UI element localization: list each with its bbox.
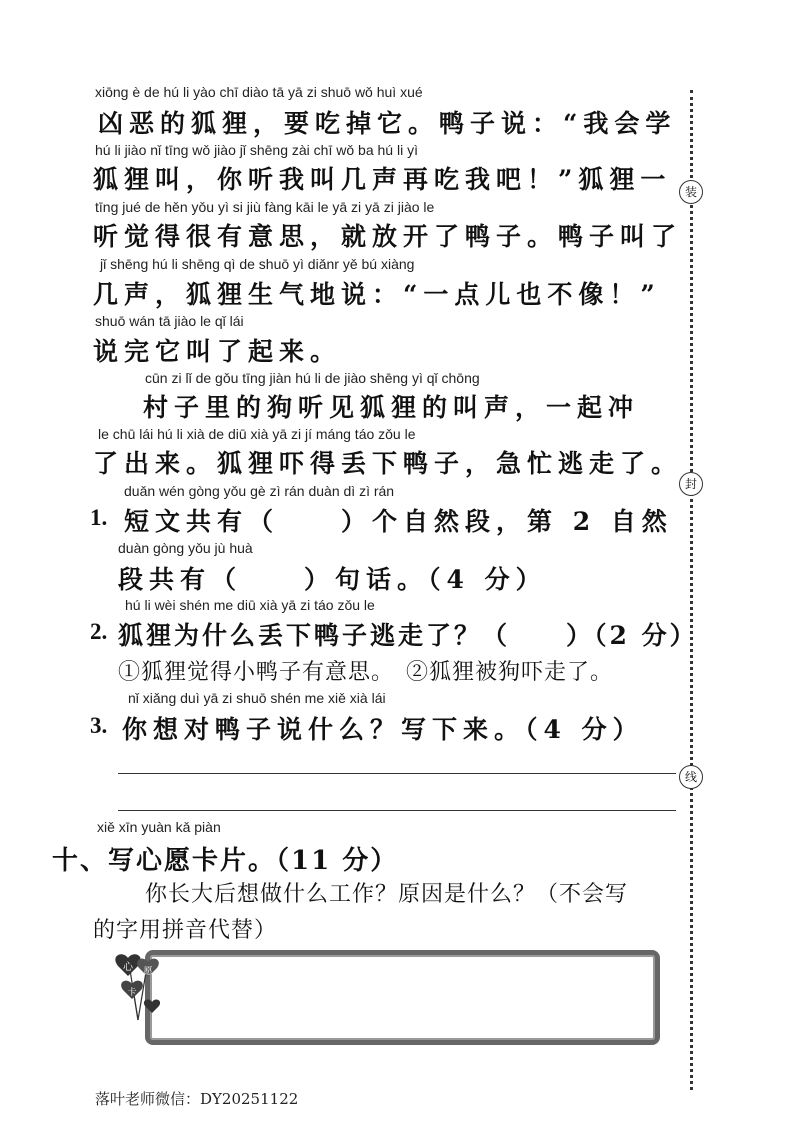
pinyin-line-4: jǐ shēng hú li shēng qì de shuō yì diǎnr yě bú xiàng [100,256,415,272]
q2-text: 狐狸为什么丢下鸭子逃走了？（ ）（2 分） [118,621,698,650]
answer-line-1[interactable] [118,773,676,774]
passage-line-2: 狐狸叫，你听我叫几声再吃我吧！”狐狸一 [93,165,672,194]
q2-options: ①狐狸觉得小鸭子有意思。 ②狐狸被狗吓走了。 [118,660,614,685]
passage-line-4: 几声，狐狸生气地说：“一点儿也不像！” [93,280,661,309]
section10-title-pinyin: xiě xīn yuàn kǎ piàn [97,819,221,835]
pinyin-line-5: shuō wán tā jiào le qǐ lái [95,313,244,329]
q1-text: 短文共有（ ）个自然段，第 2 自然 [124,507,673,536]
card-char-2: 愿 [143,967,153,977]
section10-prompt-line-2: 的字用拼音代替） [93,918,278,943]
pinyin-line-1: xiōng è de hú li yào chī diào tā yā zi shuō wǒ huì xué [95,84,423,100]
passage-line-7: 了出来。狐狸吓得丢下鸭子，急忙逃走了。 [93,449,683,478]
card-char-3: 卡 [127,988,137,998]
pinyin-line-3: tīng jué de hěn yǒu yì si jiù fàng kāi le yā zi yā zi jiào le [95,199,435,215]
card-char-1: 心 [123,962,133,973]
passage-line-3: 听觉得很有意思，就放开了鸭子。鸭子叫了 [93,222,683,251]
pinyin-line-7: le chū lái hú li xià de diū xià yā zi jí máng táo zǒu le [98,426,416,442]
margin-seal-middle: 封 [679,472,703,496]
margin-seal-bottom: 线 [679,765,703,789]
margin-seal-top: 装 [679,180,703,204]
section10-prompt-line-1: 你长大后想做什么工作？原因是什么？（不会写 [145,882,629,907]
q3-text: 你想对鸭子说什么？写下来。（4 分） [122,715,644,744]
answer-line-2[interactable] [118,810,676,811]
passage-line-6: 村子里的狗听见狐狸的叫声，一起冲 [143,393,640,422]
q2-pinyin: hú li wèi shén me diū xià yā zi táo zǒu le [125,597,375,613]
q1b-text: 段共有（ ）句话。（4 分） [118,565,547,594]
pinyin-line-2: hú li jiào nǐ tīng wǒ jiào jǐ shēng zài chī wǒ ba hú li yì [95,142,418,158]
binding-dotted-line [690,90,693,1090]
pinyin-line-6: cūn zi lǐ de gǒu tīng jiàn hú li de jiào shēng yì qǐ chōng [145,370,480,386]
q3-pinyin: nǐ xiǎng duì yā zi shuō shén me xiě xià lái [128,690,386,706]
q3-number: 3. [90,713,108,738]
q1b-pinyin: duàn gòng yǒu jù huà [118,540,253,556]
q1-number: 1. [90,505,108,530]
passage-line-5: 说完它叫了起来。 [93,337,342,366]
section10-title: 十、写心愿卡片。（11 分） [52,846,399,876]
q2-number: 2. [90,619,108,644]
heart-decoration-icon [108,950,168,1030]
q1-pinyin: duǎn wén gòng yǒu gè zì rán duàn dì zì rán [124,483,395,499]
wish-card-writing-area[interactable] [145,950,660,1045]
passage-line-1: 凶恶的狐狸，要吃掉它。鸭子说：“我会学 [98,109,677,138]
footer-contact: 落叶老师微信：DY20251122 [95,1090,299,1108]
